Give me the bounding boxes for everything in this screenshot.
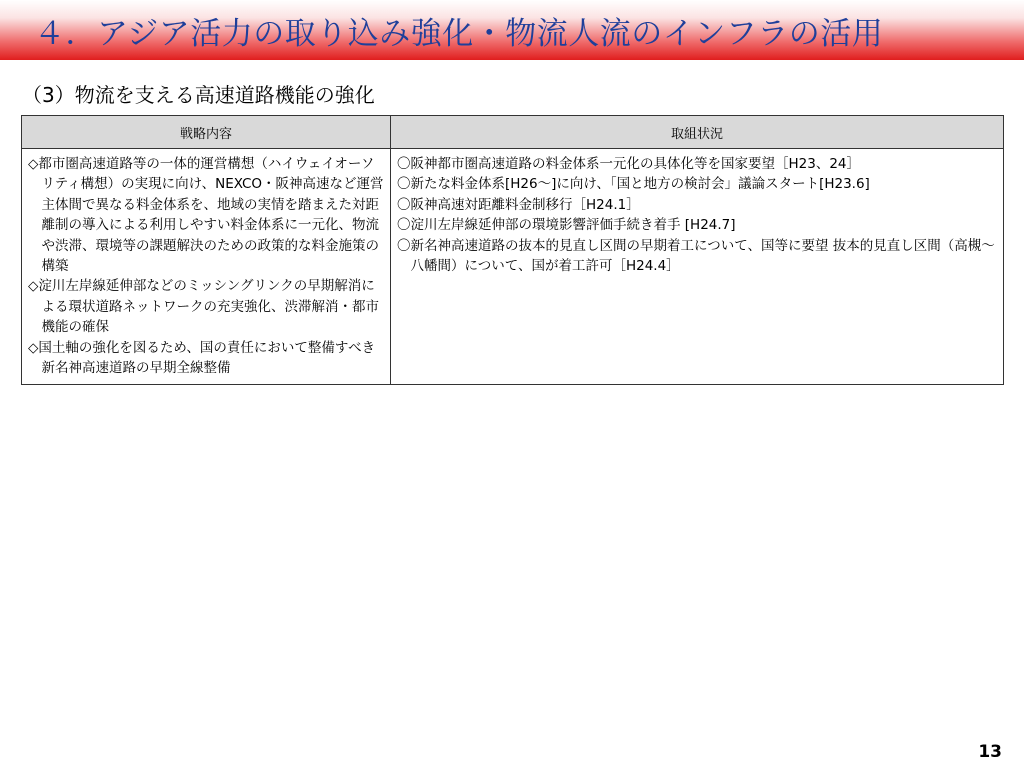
status-item: 〇淀川左岸線延伸部の環境影響評価手続き着手 [H24.7] (397, 217, 736, 234)
page-number: 13 (978, 742, 1002, 762)
strategy-status-table (21, 115, 1004, 385)
strategy-item: ◇国土軸の強化を図るため、国の責任において整備すべき新名神高速道路の早期全線整備 (28, 339, 376, 377)
section-subtitle: （3）物流を支える高速道路機能の強化 (22, 83, 375, 107)
header-strategy: 戦略内容 (22, 116, 391, 149)
header-status: 取組状況 (391, 116, 1004, 149)
status-item: 〇新たな料金体系[H26～]に向け、「国と地方の検討会」議論スタート[H23.6] (397, 176, 870, 193)
slide-title: ４．アジア活力の取り込み強化・物流人流のインフラの活用 (34, 16, 884, 52)
table-header-row (22, 116, 1004, 149)
table-row (22, 149, 1004, 385)
status-cell (391, 149, 1004, 385)
strategy-cell (22, 149, 391, 385)
status-item: 〇阪神高速対距離料金制移行［H24.1］ (397, 196, 640, 213)
strategy-item: ◇淀川左岸線延伸部などのミッシングリンクの早期解消による環状道路ネットワークの充実強化、渋滞解消・都市機能の確保 (28, 278, 379, 336)
status-item: 〇新名神高速道路の抜本的見直し区間の早期着工について、国等に要望 抜本的見直し区間（高槻～八幡間）について、国が着工許可［H24.4］ (397, 237, 995, 275)
title-bar (0, 0, 1024, 60)
status-item: 〇阪神都市圏高速道路の料金体系一元化の具体化等を国家要望［H23、24］ (397, 156, 861, 172)
strategy-item: ◇都市圏高速道路等の一体的運営構想（ハイウェイオーソリティ構想）の実現に向け、NEXCO・阪神高速など運営主体間で異なる料金体系を、地域の実情を踏まえた対距離制の導入による利用しやすい料金体系に一元化、物流や渋滞、環境等の課題解決のための政策的な料金施策の構築 (28, 156, 384, 275)
